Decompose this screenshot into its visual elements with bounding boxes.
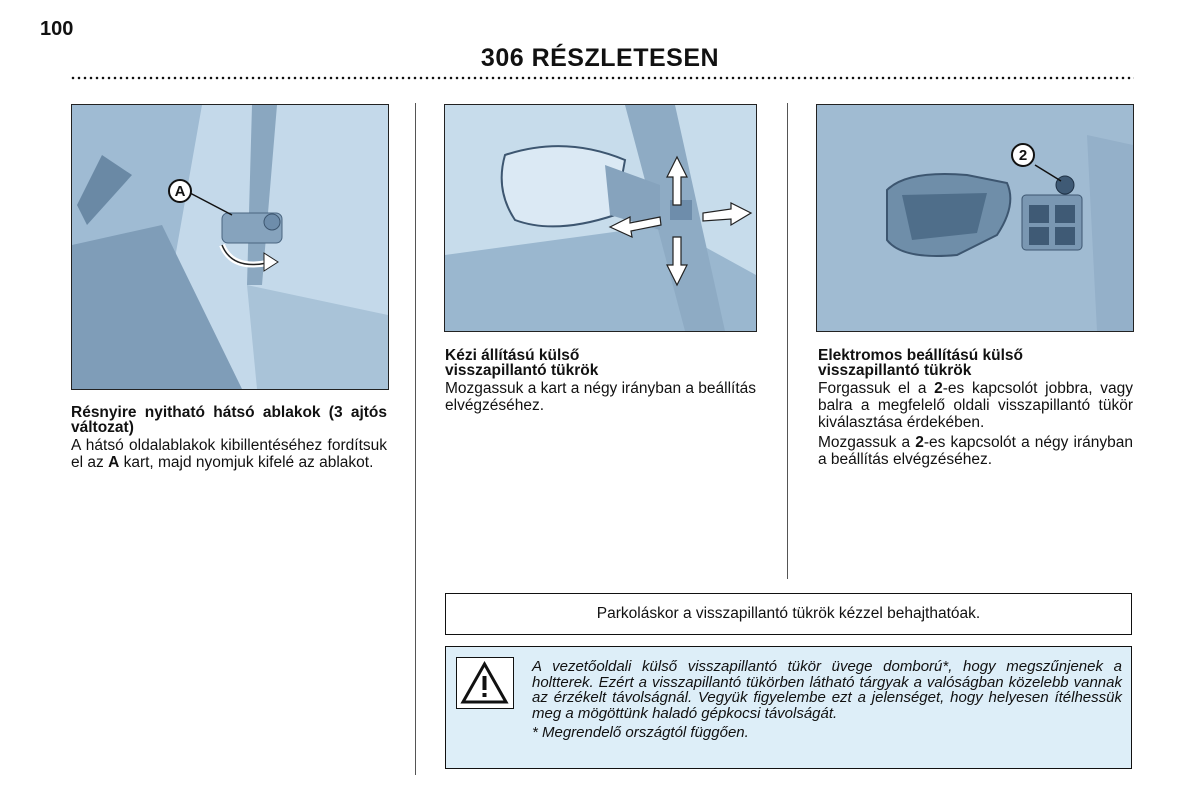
section-manual-mirror bbox=[445, 348, 763, 417]
heading-electric-mirror: Elektromos beállítású külső visszapillantó tükrök bbox=[818, 347, 1024, 379]
page-number: 100 bbox=[40, 18, 74, 40]
heading-rear-window: Résnyire nyitható hátsó ablakok (3 ajtós változat) bbox=[71, 404, 387, 436]
body-electric-mirror-1: Forgassuk el a 2-es kapcsolót jobbra, vagy balra a megfelelő oldali visszapillantó tükör kiválasztása érdekében. bbox=[818, 380, 1133, 431]
body-rear-window: A hátsó oldalablakok kibillentéséhez fordítsuk el az A kart, majd nyomjuk kifelé az ablakot. bbox=[71, 437, 387, 471]
section-rear-window bbox=[71, 405, 387, 474]
column-divider-2 bbox=[787, 103, 788, 579]
heading-manual-mirror: Kézi állítású külső visszapillantó tükrök bbox=[445, 347, 599, 379]
column-divider-1 bbox=[415, 103, 416, 775]
note-text: Parkoláskor a visszapillantó tükrök kézzel behajthatóak. bbox=[596, 605, 981, 622]
warning-icon-frame bbox=[456, 657, 514, 709]
body-electric-mirror-2: Mozgassuk a 2-es kapcsolót a négy irányban a beállítás elvégzéséhez. bbox=[818, 434, 1133, 468]
warning-text-block bbox=[532, 659, 1122, 745]
photo-rear-window-lever bbox=[71, 104, 389, 390]
label-A-circle bbox=[168, 179, 192, 203]
label-A-text: A bbox=[174, 182, 186, 200]
note-box bbox=[445, 593, 1132, 635]
section-electric-mirror bbox=[818, 348, 1133, 471]
dotted-divider bbox=[70, 76, 1134, 80]
body-manual-mirror: Mozgassuk a kart a négy irányban a beállítás elvégzéséhez. bbox=[445, 380, 757, 414]
warning-triangle-icon bbox=[457, 658, 512, 707]
warning-text: A vezetőoldali külső visszapillantó tükör üvege domború*, hogy megszűnjenek a holtterek. Ezért a visszapillantó tükörben látható tárgyak a valóságban közelebb vannak az érzékelt távolságnál. Vegyük figyelembe ezt a jelenséget, hogy helyesen ítélhessük meg a mögöttünk haladó gépkocsi távolságát. bbox=[532, 658, 1122, 722]
page-title: 306 RÉSZLETESEN bbox=[480, 44, 720, 72]
photo-manual-mirror bbox=[444, 104, 757, 332]
label-2-circle bbox=[1011, 143, 1035, 167]
photo-electric-mirror-switch bbox=[816, 104, 1134, 332]
warning-footnote: * Megrendelő országtól függően. bbox=[532, 724, 749, 741]
label-2-text: 2 bbox=[1018, 146, 1028, 164]
warning-box bbox=[445, 646, 1132, 769]
